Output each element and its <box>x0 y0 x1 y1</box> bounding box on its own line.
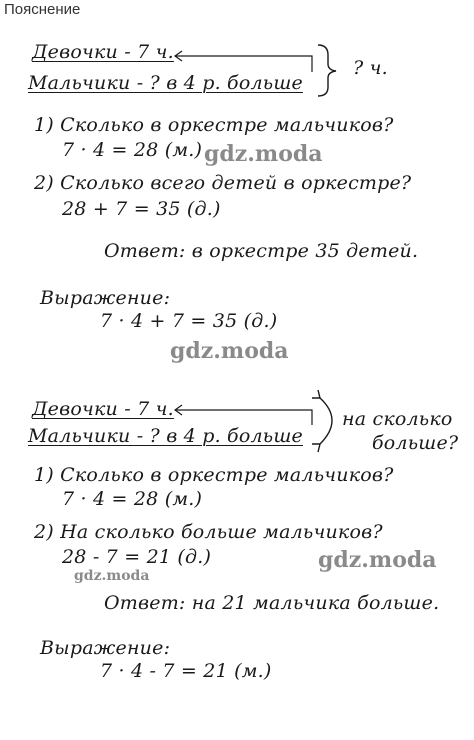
part1-answer: Ответ: в оркестре 35 детей. <box>104 240 419 262</box>
part2-answer: Ответ: на 21 мальчика больше. <box>104 592 440 614</box>
part1-relation-arrow <box>175 51 312 72</box>
part1-brace <box>318 45 336 96</box>
part1-solution-1: 7 · 4 = 28 (м.) <box>62 139 203 161</box>
watermark-2: gdz.moda <box>170 338 289 364</box>
watermark-3: gdz.moda <box>318 547 437 573</box>
part2-boys-line: Мальчики - ? в 4 р. больше <box>28 425 303 447</box>
part1-total-question: ? ч. <box>353 57 388 79</box>
part2-question-2: 2) На сколько больше мальчиков? <box>34 521 383 543</box>
part1-question-1: 1) Сколько в оркестре мальчиков? <box>34 114 394 136</box>
watermark-4: gdz.moda <box>74 568 150 584</box>
watermark-1: gdz.moda <box>204 141 323 167</box>
part1-question-2: 2) Сколько всего детей в оркестре? <box>34 172 412 194</box>
part1-boys-line: Мальчики - ? в 4 р. больше <box>28 72 303 94</box>
part1-expression: 7 · 4 + 7 = 35 (д.) <box>100 310 278 332</box>
part1-expression-label: Выражение: <box>40 287 171 309</box>
part1-girls-line: Девочки - 7 ч. <box>32 41 174 63</box>
part2-expression-label: Выражение: <box>40 637 171 659</box>
part2-compare-question-2: больше? <box>372 432 459 454</box>
part2-girls-line: Девочки - 7 ч. <box>32 398 174 420</box>
part2-solution-2: 28 - 7 = 21 (д.) <box>62 546 212 568</box>
header-title: Пояснение <box>4 1 81 18</box>
part2-question-1: 1) Сколько в оркестре мальчиков? <box>34 464 394 486</box>
part2-compare-arrow <box>312 390 332 452</box>
part1-solution-2: 28 + 7 = 35 (д.) <box>62 198 221 220</box>
part2-solution-1: 7 · 4 = 28 (м.) <box>62 488 203 510</box>
part2-expression: 7 · 4 - 7 = 21 (м.) <box>100 660 272 682</box>
part2-compare-question-1: на сколько <box>342 408 453 430</box>
part2-relation-arrow <box>175 405 312 425</box>
